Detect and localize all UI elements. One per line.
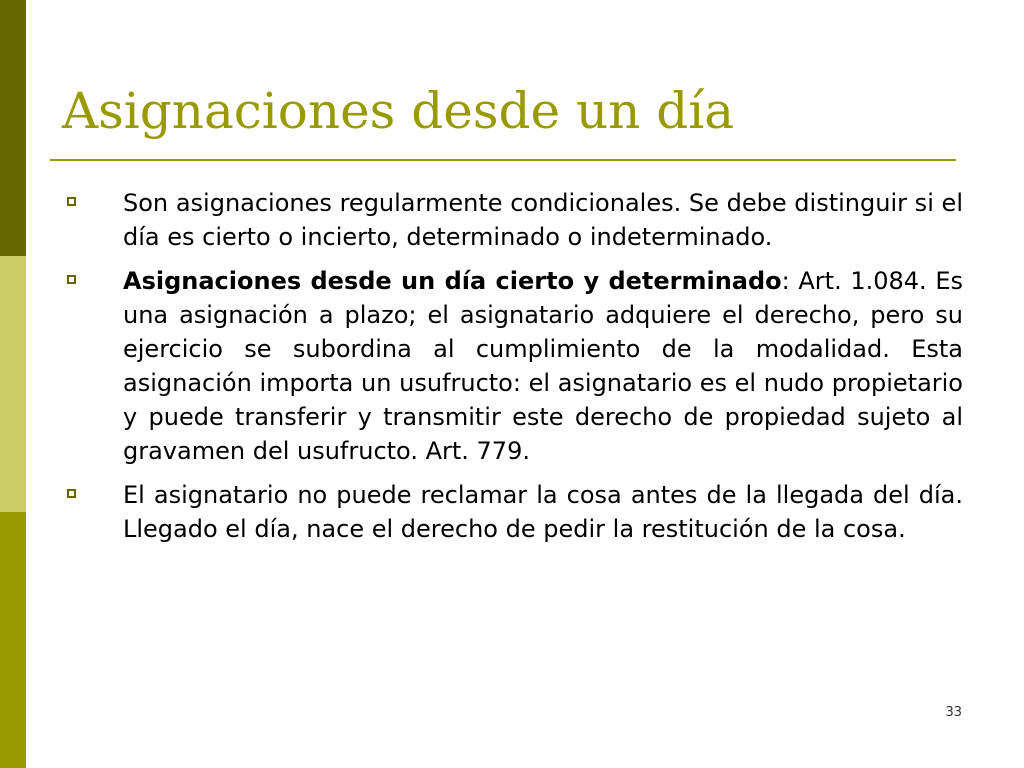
bullet-text-body: : Art. 1.084. Es una asignación a plazo; el asignatario adquiere el derecho, pero su ejercicio se subordina al cumplimiento de la modalidad. Esta asignación importa un usufructo: el asignatario es el nudo propietario y puede transferir y transmitir este derecho de propiedad sujeto al gravamen del usufructo. Art. 779. <box>123 267 963 465</box>
slide-title: Asignaciones desde un día <box>62 82 735 140</box>
bullet-text <box>123 264 963 468</box>
title-underline <box>50 159 956 161</box>
list-item <box>60 264 963 468</box>
bullet-text-body: Son asignaciones regularmente condicionales. Se debe distinguir si el día es cierto o incierto, determinado o indeterminado. <box>123 189 963 251</box>
bullet-text <box>123 478 963 546</box>
side-bar-olive-segment <box>0 512 26 768</box>
list-item <box>60 186 963 254</box>
hollow-square-icon <box>67 489 76 498</box>
hollow-square-icon <box>67 275 76 284</box>
side-bar-dark-segment <box>0 0 26 256</box>
bullet-bold-heading: Asignaciones desde un día cierto y determinado <box>123 267 782 295</box>
bullet-text-body: El asignatario no puede reclamar la cosa antes de la llegada del día. Llegado el día, nace el derecho de pedir la restitución de la cosa. <box>123 481 963 543</box>
bullet-text <box>123 186 963 254</box>
list-item <box>60 478 963 546</box>
hollow-square-icon <box>67 197 76 206</box>
side-bar-light-segment <box>0 256 26 512</box>
page-number: 33 <box>945 705 962 720</box>
bullet-list <box>60 186 963 556</box>
side-color-bar <box>0 0 26 768</box>
